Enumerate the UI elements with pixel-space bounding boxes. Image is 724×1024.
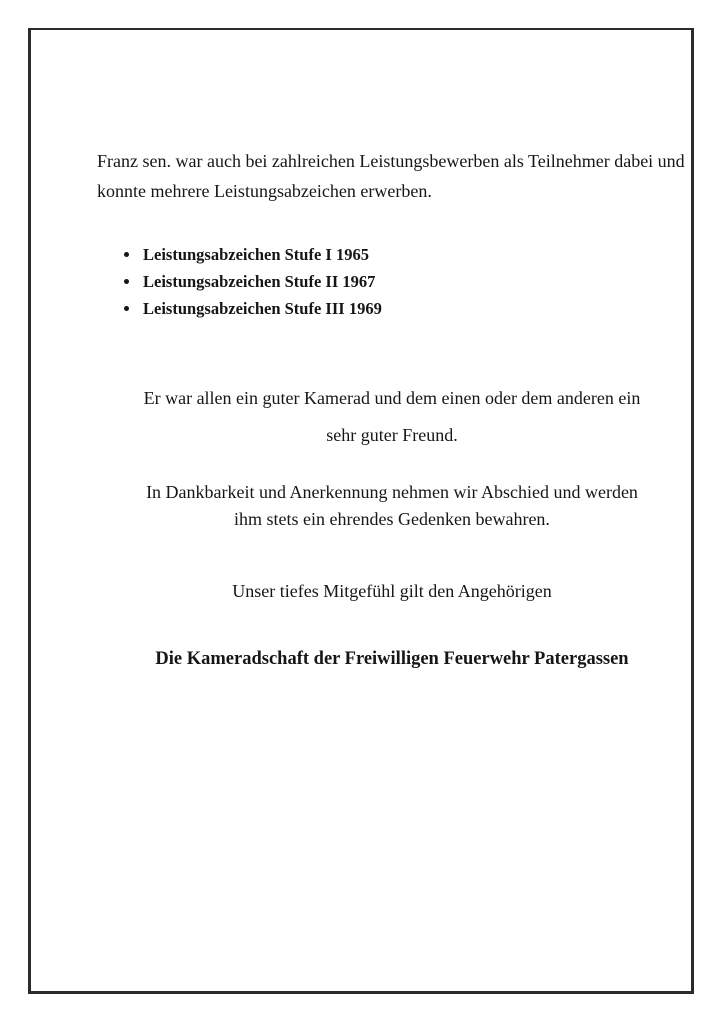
tribute-paragraph <box>62 380 722 454</box>
page-border-frame <box>28 28 694 994</box>
farewell-line-2: ihm stets ein ehrendes Gedenken bewahren. <box>234 509 550 529</box>
achievement-item: • Leistungsabzeichen Stufe II 1967 <box>141 268 382 295</box>
signature-line: Die Kameradschaft der Freiwilligen Feuerwehr Patergassen <box>155 649 629 669</box>
tribute-line-2: sehr guter Freund. <box>326 425 458 445</box>
condolence-line: Unser tiefes Mitgefühl gilt den Angehörigen <box>232 581 552 601</box>
farewell-paragraph <box>62 479 722 533</box>
achievement-item: • Leistungsabzeichen Stufe I 1965 <box>141 241 382 268</box>
farewell-line-1: In Dankbarkeit und Anerkennung nehmen wir Abschied und werden <box>146 482 638 502</box>
intro-paragraph: Franz sen. war auch bei zahlreichen Leistungsbewerben als Teilnehmer dabei und konnte mehrere Leistungsabzeichen erwerben. <box>97 151 685 201</box>
achievement-item: • Leistungsabzeichen Stufe III 1969 <box>141 295 382 322</box>
achievements-list <box>141 241 382 322</box>
tribute-line-1: Er war allen ein guter Kamerad und dem einen oder dem anderen ein <box>143 388 641 408</box>
